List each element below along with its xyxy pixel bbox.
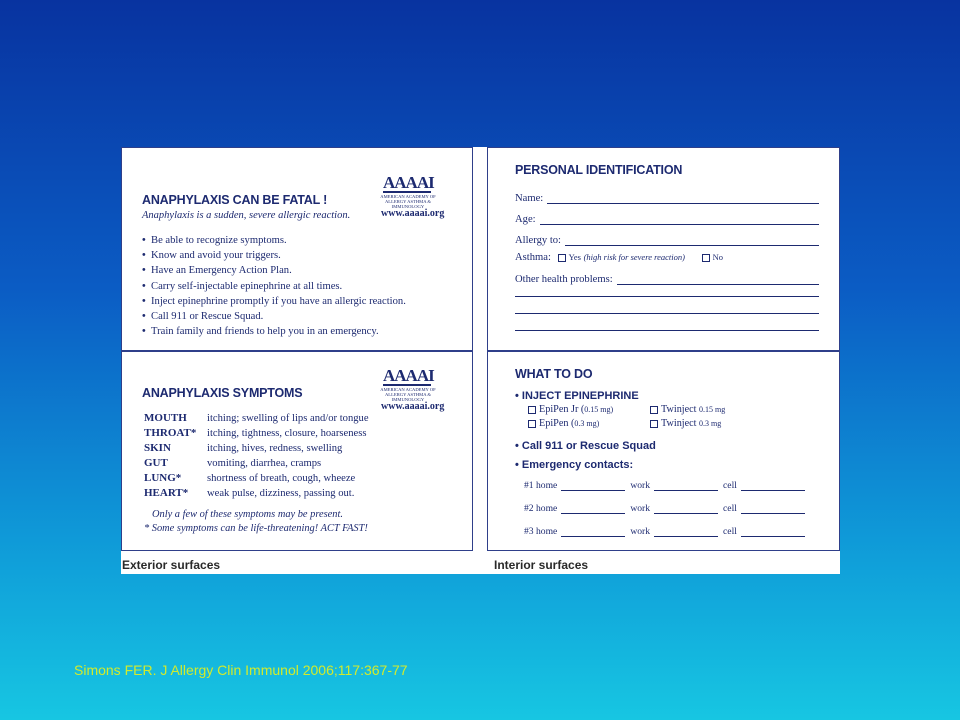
bullet-item: • Be able to recognize symptoms. [142,233,406,248]
asthma-no-checkbox[interactable] [702,254,710,262]
blank-line [515,313,819,314]
symptom-row [144,442,342,454]
logo-mark: AAAAI [383,173,434,192]
twinject-015-dose: 0.15 mg [699,405,726,414]
interior-caption: Interior surfaces [494,558,589,572]
contact-number: #2 [524,503,534,514]
fatal-bullet-list [142,233,406,339]
logo-org-text: AMERICAN ACADEMY OF ALLERGY ASTHMA & IMMUNOLOGY [380,387,436,402]
epipen-checkbox[interactable] [528,420,536,428]
contact-work-field[interactable] [654,481,718,491]
twinject-015-label: Twinject [661,404,697,415]
symptom-body-part: SKIN [144,442,171,454]
aaaai-logo [371,174,445,209]
logo-url: www.aaaai.org [381,401,445,412]
aaaai-logo [371,367,445,402]
asthma-yes-note: (high risk for severe reaction) [583,252,685,262]
symptoms-note: Only a few of these symptoms may be present. [152,509,343,520]
contact-home-label: home [536,503,558,514]
symptom-row [144,412,369,424]
allergy-field[interactable] [515,232,819,246]
allergy-label: Allergy to: [515,235,562,246]
inject-epinephrine-item: • INJECT EPINEPHRINE [515,390,639,402]
asthma-label: Asthma: [515,252,551,263]
asthma-row [515,252,723,263]
epipen-option [524,418,599,429]
allergy-line [565,235,819,246]
contact-work-label: work [630,526,651,537]
fatal-panel [121,147,473,351]
bullet-item: • Inject epinephrine promptly if you have an allergic reaction. [142,294,406,309]
name-line [547,193,819,204]
contact-work-field[interactable] [654,527,718,537]
age-label: Age: [515,214,536,225]
symptom-body-part: HEART* [144,487,189,499]
call-911-item: • Call 911 or Rescue Squad [515,440,656,452]
epipen-label: EpiPen ( [539,418,575,429]
contact-work-field[interactable] [654,504,718,514]
symptom-row [144,487,354,499]
emergency-contacts-item: • Emergency contacts: [515,459,633,471]
twinject-03-label: Twinject [661,418,697,429]
name-label: Name: [515,193,544,204]
other-health-line [617,274,819,285]
contact-row [524,503,810,514]
bullet-item: • Know and avoid your triggers. [142,248,406,263]
symptom-body-part: GUT [144,457,168,469]
contact-home-field[interactable] [561,527,625,537]
twinject-03-dose: 0.3 mg [699,419,722,428]
epipen-jr-dose: 0.15 mg) [584,405,614,414]
symptom-description: itching, hives, redness, swelling [207,443,343,454]
age-field[interactable] [515,211,819,225]
symptom-body-part: THROAT* [144,427,197,439]
symptom-body-part: MOUTH [144,412,187,424]
contact-cell-field[interactable] [741,481,805,491]
twinject-015-checkbox[interactable] [650,406,658,414]
symptom-row [144,472,355,484]
contact-cell-label: cell [723,526,737,537]
name-field[interactable] [515,190,819,204]
contact-work-label: work [630,480,651,491]
contact-cell-field[interactable] [741,504,805,514]
other-health-label: Other health problems: [515,274,613,285]
blank-line [515,296,819,297]
age-line [540,214,819,225]
bullet-item: • Call 911 or Rescue Squad. [142,309,406,324]
todo-heading: WHAT TO DO [515,367,593,381]
contact-row [524,526,810,537]
exterior-caption: Exterior surfaces [122,558,221,572]
symptoms-warning: * Some symptoms can be life-threatening! ACT FAST! [144,523,368,534]
symptom-description: weak pulse, dizziness, passing out. [207,488,355,499]
fatal-heading: ANAPHYLAXIS CAN BE FATAL ! [142,193,328,207]
contact-home-label: home [536,526,558,537]
asthma-no-label: No [712,252,723,262]
contact-home-label: home [536,480,558,491]
fatal-subtitle: Anaphylaxis is a sudden, severe allergic reaction. [142,210,351,221]
asthma-yes-checkbox[interactable] [558,254,566,262]
contact-home-field[interactable] [561,481,625,491]
epipen-jr-checkbox[interactable] [528,406,536,414]
id-heading: PERSONAL IDENTIFICATION [515,163,683,177]
epipen-dose: 0.3 mg) [574,419,600,428]
other-health-field[interactable] [515,271,819,285]
twinject-03-option [646,418,721,429]
anaphylaxis-card-figure [121,147,840,574]
symptom-body-part: LUNG* [144,472,182,484]
asthma-yes-label: Yes [568,252,581,262]
symptom-row [144,427,366,439]
blank-line [515,330,819,331]
symptom-description: vomiting, diarrhea, cramps [207,458,322,469]
epipen-jr-label: EpiPen Jr ( [539,404,585,415]
twinject-015-option [646,404,725,415]
symptoms-panel [121,351,473,551]
logo-mark: AAAAI [383,366,434,385]
logo-url: www.aaaai.org [381,208,445,219]
contact-cell-label: cell [723,503,737,514]
twinject-03-checkbox[interactable] [650,420,658,428]
what-to-do-panel [487,351,840,551]
epipen-jr-option [524,404,613,415]
contact-number: #1 [524,480,534,491]
symptoms-heading: ANAPHYLAXIS SYMPTOMS [142,386,303,400]
symptom-row [144,457,321,469]
symptom-description: itching, tightness, closure, hoarseness [207,428,367,439]
contact-home-field[interactable] [561,504,625,514]
bullet-item: • Carry self-injectable epinephrine at all times. [142,279,406,294]
bullet-item: • Train family and friends to help you in an emergency. [142,324,406,339]
contact-row [524,480,810,491]
contact-cell-field[interactable] [741,527,805,537]
contact-cell-label: cell [723,480,737,491]
symptom-description: itching; swelling of lips and/or tongue [207,413,369,424]
symptom-description: shortness of breath, cough, wheeze [207,473,356,484]
contact-number: #3 [524,526,534,537]
logo-org-text: AMERICAN ACADEMY OF ALLERGY ASTHMA & IMMUNOLOGY [380,194,436,209]
citation: Simons FER. J Allergy Clin Immunol 2006;117:367-77 [74,662,408,678]
personal-id-panel [487,147,840,351]
bullet-item: • Have an Emergency Action Plan. [142,263,406,278]
contact-work-label: work [630,503,651,514]
